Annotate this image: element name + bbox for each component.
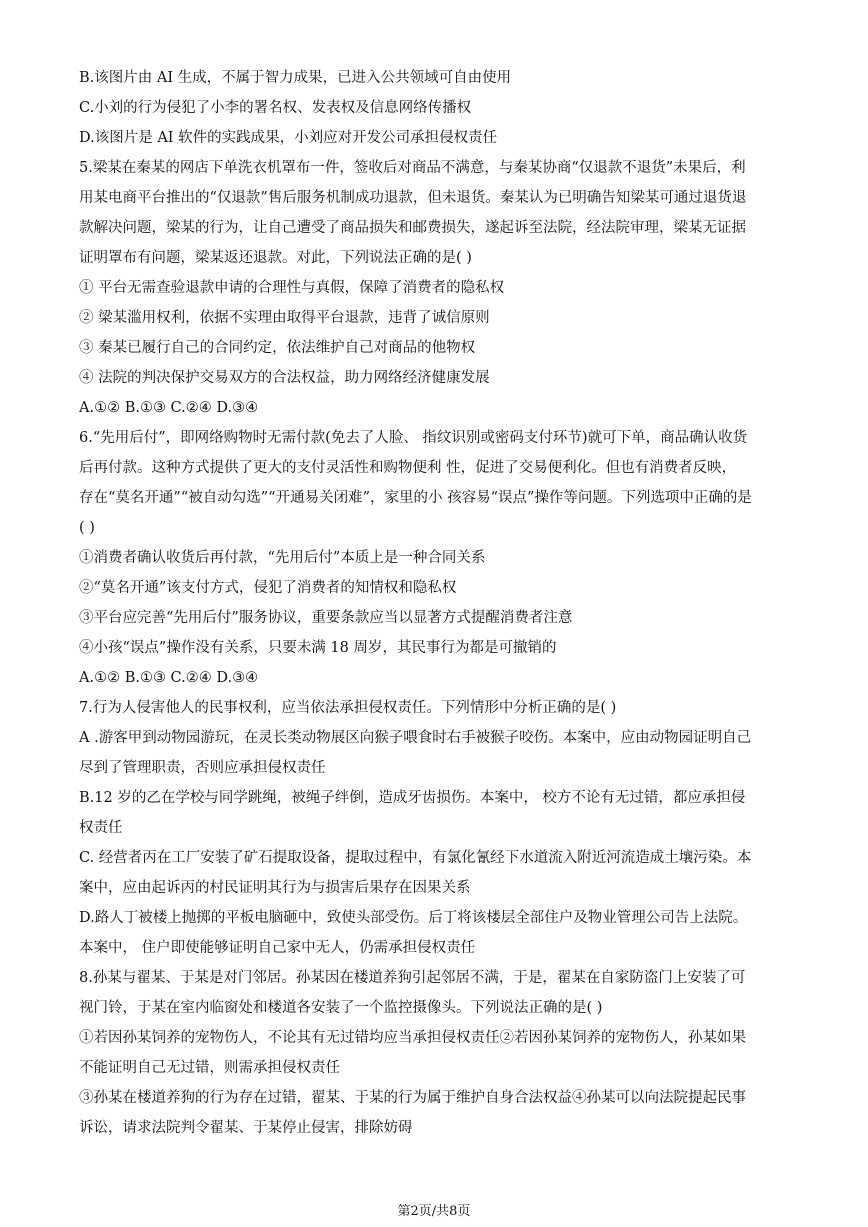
page-content bbox=[79, 63, 795, 1143]
text-line: ③孙某在楼道养狗的行为存在过错，翟某、于某的行为属于维护自身合法权益④孙某可以向法院提起民事 bbox=[79, 1090, 746, 1106]
text-line: ③平台应完善“先用后付”服务协议，重要条款应当以显著方式提醒消费者注意 bbox=[79, 610, 573, 626]
text-line: ④小孩“误点”操作没有关系，只要未满 18 周岁，其民事行为都是可撤销的 bbox=[79, 640, 557, 656]
text-line: A.①② B.①③ C.②④ D.③④ bbox=[79, 670, 259, 686]
text-line: C.小刘的行为侵犯了小李的署名权、发表权及信息网络传播权 bbox=[79, 100, 472, 116]
text-line: D.该图片是 AI 软件的实践成果，小刘应对开发公司承担侵权责任 bbox=[79, 130, 498, 146]
text-line: ① 平台无需查验退款申请的合理性与真假，保障了消费者的隐私权 bbox=[79, 280, 505, 296]
text-line: A .游客甲到动物园游玩，在灵长类动物展区向猴子喂食时右手被猴子咬伤。本案中，应由动物园证明自己 bbox=[79, 730, 752, 746]
text-line: ④ 法院的判决保护交易双方的合法权益，助力网络经济健康发展 bbox=[79, 370, 490, 386]
text-line: 视门铃，于某在室内临窗处和楼道各安装了一个监控摄像头。下列说法正确的是( ) bbox=[79, 1000, 603, 1016]
text-line: 后再付款。这种方式提供了更大的支付灵活性和购物便利 性，促进了交易便利化。但也有消费者反映， bbox=[79, 460, 737, 476]
text-line: ② 梁某滥用权利，依据不实理由取得平台退款，违背了诚信原则 bbox=[79, 310, 490, 326]
text-line: ( ) bbox=[79, 520, 95, 536]
text-line: 不能证明自己无过错，则需承担侵权责任 bbox=[79, 1060, 340, 1076]
text-line: 诉讼，请求法院判令翟某、于某停止侵害，排除妨碍 bbox=[79, 1120, 413, 1136]
text-line: B.12 岁的乙在学校与同学跳绳，被绳子绊倒，造成牙齿损伤。本案中， 校方不论有无过错，都应承担侵 bbox=[79, 790, 746, 806]
text-line: 8.孙某与翟某、于某是对门邻居。孙某因在楼道养狗引起邻居不满，于是，翟某在自家防盗门上安装了可 bbox=[79, 970, 746, 986]
text-line: ③ 秦某已履行自己的合同约定，依法维护自己对商品的他物权 bbox=[79, 340, 476, 356]
page-number: 第2页/共8页 bbox=[397, 1204, 471, 1219]
text-line: C. 经营者丙在工厂安装了矿石提取设备，提取过程中，有氯化氰经下水道流入附近河流造成土壤污染。本 bbox=[79, 850, 752, 866]
text-line: ①若因孙某饲养的宠物伤人，不论其有无过错均应当承担侵权责任②若因孙某饲养的宠物伤人，孙某如果 bbox=[79, 1030, 746, 1046]
text-line: 证明罩布有问题，梁某返还退款。对此，下列说法正确的是( ) bbox=[79, 250, 472, 266]
text-line: 用某电商平台推出的“仅退款”售后服务机制成功退款，但未退货。秦某认为已明确告知梁某可通过退货退 bbox=[79, 190, 747, 206]
text-line: D.路人丁被楼上抛掷的平板电脑砸中，致使头部受伤。后丁将该楼层全部住户及物业管理公司告上法院。 bbox=[79, 910, 748, 926]
text-line: 尽到了管理职责，否则应承担侵权责任 bbox=[79, 760, 326, 776]
text-line: 案中，应由起诉丙的村民证明其行为与损害后果存在因果关系 bbox=[79, 880, 471, 896]
text-line: ①消费者确认收货后再付款，“先用后付”本质上是一种合同关系 bbox=[79, 550, 486, 566]
text-line: B.该图片由 AI 生成，不属于智力成果，已进入公共领域可自由使用 bbox=[79, 70, 512, 86]
text-line: 款解决问题，梁某的行为，让自己遭受了商品损失和邮费损失，遂起诉至法院，经法院审理，梁某无证据 bbox=[79, 220, 746, 236]
text-line: 本案中， 住户即使能够证明自己家中无人，仍需承担侵权责任 bbox=[79, 940, 476, 956]
text-line: 6.“先用后付”，即网络购物时无需付款(免去了人脸、 指纹识别或密码支付环节)就可下单，商品确认收货 bbox=[79, 430, 748, 446]
text-line: ②“莫名开通”该支付方式，侵犯了消费者的知情权和隐私权 bbox=[79, 580, 457, 596]
text-line: 存在“莫名开通”“被自动勾选”“开通易关闭难”，家里的小 孩容易“误点”操作等问题。下列选项中正确的是 bbox=[79, 490, 752, 506]
text-line: A.①② B.①③ C.②④ D.③④ bbox=[79, 400, 259, 416]
text-line: 7.行为人侵害他人的民事权利，应当依法承担侵权责任。下列情形中分析正确的是( ) bbox=[79, 700, 617, 716]
text-line: 权责任 bbox=[79, 820, 123, 836]
text-line: 5.梁某在秦某的网店下单洗衣机罩布一件，签收后对商品不满意，与秦某协商“仅退款不退货”未果后，利 bbox=[79, 160, 746, 176]
